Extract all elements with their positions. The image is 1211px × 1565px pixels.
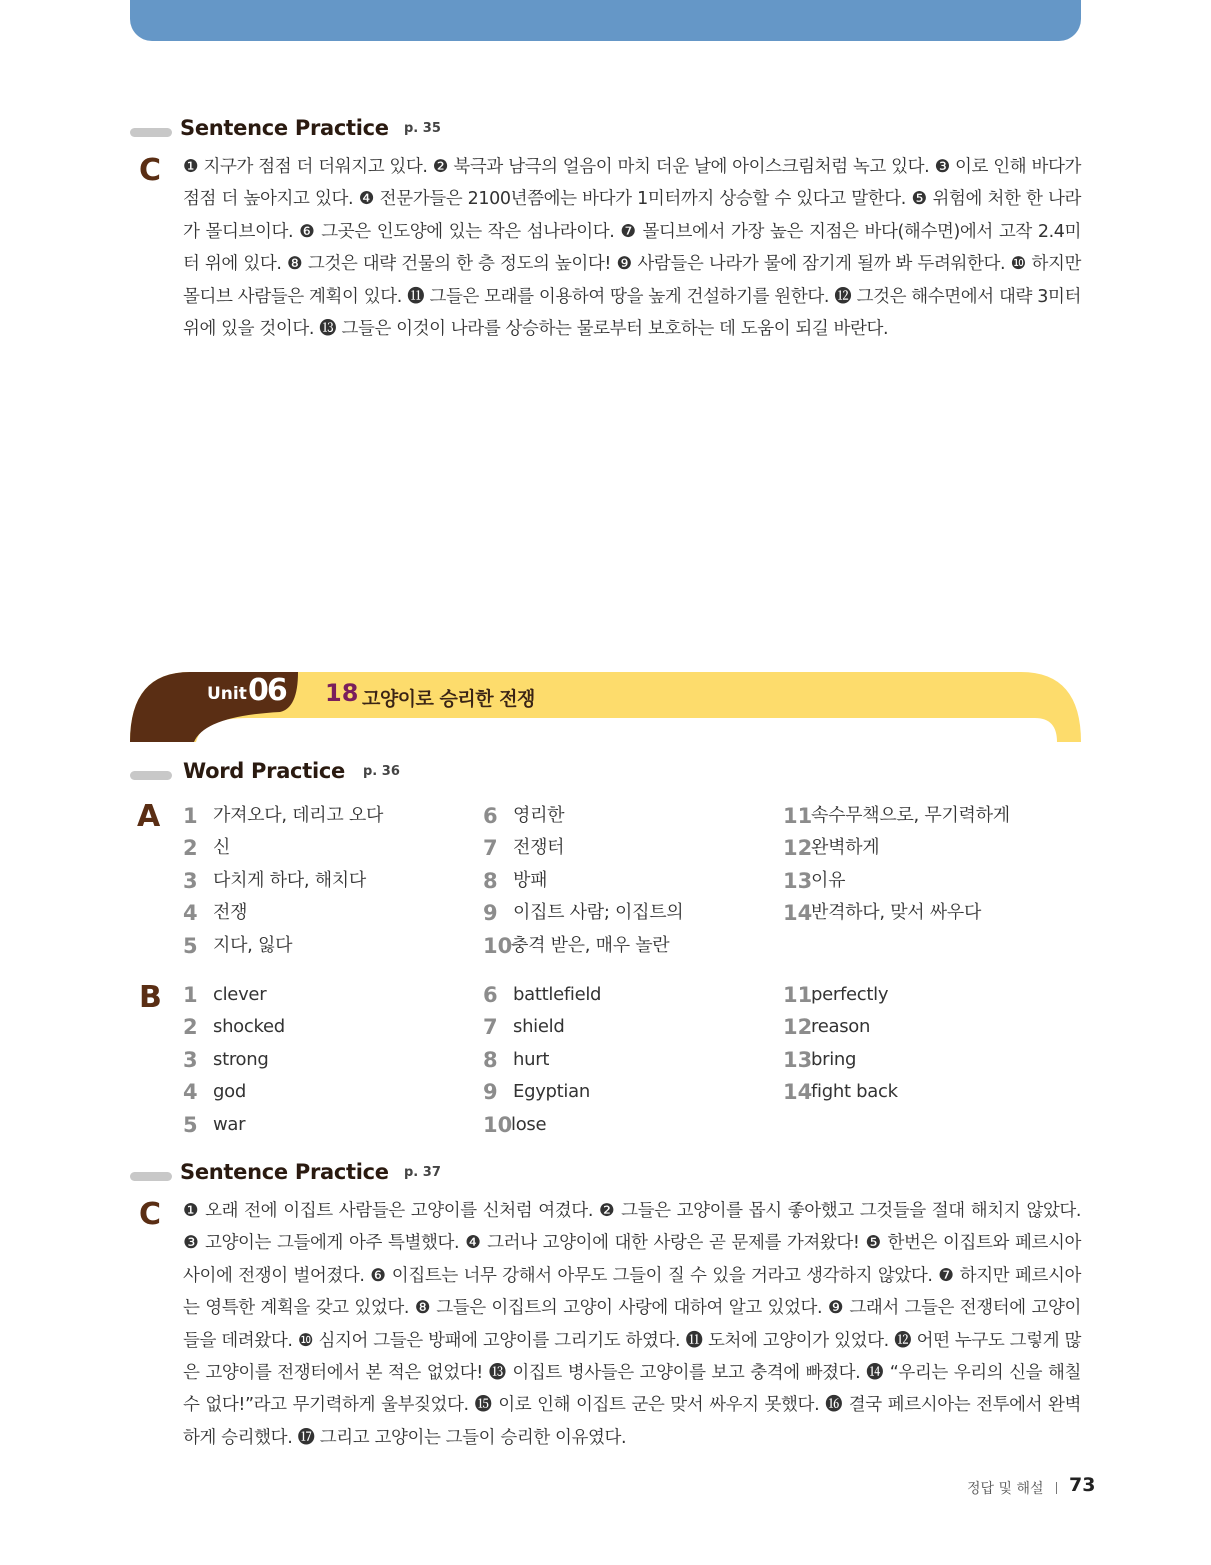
word-item-number: 9 (483, 1080, 498, 1105)
word-item-text: fight back (811, 1081, 898, 1103)
word-item-number: 2 (183, 1015, 198, 1040)
word-item-number: 11 (783, 983, 813, 1007)
word-item-text: battlefield (513, 984, 602, 1005)
word-item-text: strong (213, 1048, 269, 1070)
footer-label: 정답 및 해설 (967, 1481, 1044, 1497)
word-item-number: 9 (483, 901, 498, 926)
lesson-number: 18 (325, 679, 359, 707)
part-letter-b: B (139, 980, 162, 1015)
word-item-number: 6 (483, 804, 498, 828)
word-item-text: shocked (213, 1016, 285, 1038)
word-item-number: 13 (783, 1047, 813, 1072)
top-header-band (130, 0, 1081, 41)
word-item-number: 10 (483, 1112, 513, 1137)
sentence-practice-header-1 (130, 116, 530, 146)
unit-number: 06 (248, 673, 286, 708)
word-item-number: 14 (783, 1080, 813, 1105)
word-item-text: 속수무책으로, 무기력하게 (811, 805, 1010, 826)
word-item-text: god (213, 1081, 246, 1103)
word-item-number: 11 (783, 804, 813, 828)
word-item-text: lose (511, 1113, 547, 1135)
word-item-text: bring (811, 1048, 857, 1070)
section-page-ref: p. 37 (404, 1165, 441, 1180)
word-item-number: 7 (483, 1015, 498, 1040)
word-item-number: 14 (783, 901, 813, 926)
sentence-practice-text-1: ❶ 지구가 점점 더 더워지고 있다. ❷ 북극과 남극의 얼음이 마치 더운 날에 아이스크림처럼 녹고 있다. ❸ 이로 인해 바다가 점점 더 높아지고 있다. ❹ 전문가들은 2100년쯤에는 바다가 1미터까지 상승할 수 있다고 말한다. ❺ 위험에 처한 한 나라가 몰디브이다. ❻ 그곳은 인도양에 있는 작은 섬나라이다. ❼ 몰디브에서 가장 높은 지점은 바다(해수면)에서 고작 2.4미터 위에 있다. ❽ 그것은 대략 건물의 한 층 정도의 높이다! ❾ 사람들은 나라가 물에 잠기게 될까 봐 두려워한다. ❿ 하지만 몰디브 사람들은 계획이 있다. ⓫ 그들은 모래를 이용하여 땅을 높게 건설하기를 원한다. ⓬ 그것은 해수면에서 대략 3미터 위에 있을 것이다. ⓭ 그들은 이것이 나라를 상승하는 물로부터 보호하는 데 도움이 되길 바란다. (183, 157, 1081, 340)
word-item-text: 완벽하게 (811, 837, 880, 859)
word-item-number: 8 (483, 868, 498, 893)
section-page-ref: p. 36 (363, 764, 400, 779)
word-item-number: 12 (783, 836, 813, 861)
word-item-number: 5 (183, 1112, 198, 1137)
word-item-number: 3 (183, 868, 198, 893)
section-marker-bar (130, 128, 172, 137)
word-item-text: reason (811, 1016, 871, 1038)
page-number: 73 (1069, 1474, 1096, 1496)
footer-separator (1056, 1482, 1057, 1494)
word-item-number: 8 (483, 1047, 498, 1072)
word-item-text: 신 (213, 837, 231, 859)
word-item-text: shield (513, 1016, 565, 1038)
section-title: Word Practice (183, 759, 345, 783)
word-item-text: 이유 (811, 869, 846, 891)
word-item-text: 전쟁 (213, 902, 248, 924)
sentence-practice-header-2 (130, 1160, 530, 1190)
word-item-text: Egyptian (513, 1081, 590, 1103)
word-item-text: clever (213, 984, 267, 1005)
part-letter-c-2: C (139, 1197, 162, 1232)
section-title: Sentence Practice (180, 1160, 389, 1184)
section-marker-bar (130, 771, 172, 780)
word-item-text: 충격 받은, 매우 놀란 (511, 934, 670, 956)
word-item-text: hurt (513, 1048, 550, 1070)
lesson-title: 고양이로 승리한 전쟁 (362, 688, 535, 710)
word-item-number: 5 (183, 933, 198, 958)
word-item-text: 방패 (513, 869, 548, 891)
word-item-number: 1 (183, 983, 198, 1007)
word-item-text: 이집트 사람; 이집트의 (513, 902, 684, 924)
word-item-number: 7 (483, 836, 498, 861)
section-marker-bar (130, 1172, 172, 1181)
word-item-number: 6 (483, 983, 498, 1007)
word-item-text: 반격하다, 맞서 싸우다 (811, 902, 982, 924)
section-title: Sentence Practice (180, 116, 389, 140)
unit-label: Unit (207, 684, 247, 704)
unit-banner (130, 672, 1081, 742)
word-item-number: 10 (483, 933, 513, 958)
word-item-text: 전쟁터 (513, 837, 565, 859)
word-item-number: 4 (183, 901, 198, 926)
word-item-number: 12 (783, 1015, 813, 1040)
word-item-number: 13 (783, 868, 813, 893)
sentence-practice-text-2: ❶ 오래 전에 이집트 사람들은 고양이를 신처럼 여겼다. ❷ 그들은 고양이를 몹시 좋아했고 그것들을 절대 해치지 않았다. ❸ 고양이는 그들에게 아주 특별했다. ❹ 그러나 고양이에 대한 사랑은 곧 문제를 가져왔다! ❺ 한번은 이집트와 페르시아 사이에 전쟁이 벌어졌다. ❻ 이집트는 너무 강해서 아무도 그들이 질 수 있을 거라고 생각하지 않았다. ❼ 하지만 페르시아는 영특한 계획을 갖고 있었다. ❽ 그들은 이집트의 고양이 사랑에 대하여 알고 있었다. ❾ 그래서 그들은 전쟁터에 고양이들을 데려왔다. ❿ 심지어 그들은 방패에 고양이를 그리기도 하였다. ⓫ 도처에 고양이가 있었다. ⓬ 어떤 누구도 그렇게 많은 고양이를 전쟁터에서 본 적은 없었다! ⓭ 이집트 병사들은 고양이를 보고 충격에 빠졌다. ⓮ “우리는 우리의 신을 해칠 수 없다!”라고 무기력하게 울부짖었다. ⓯ 이로 인해 이집트 군은 맞서 싸우지 못했다. ⓰ 결국 페르시아는 전투에서 완벽하게 승리했다. ⓱ 그리고 고양이는 그들이 승리한 이유였다. (183, 1201, 1081, 1448)
word-item-number: 4 (183, 1080, 198, 1105)
word-item-text: perfectly (811, 984, 889, 1005)
part-letter-a: A (137, 799, 161, 834)
word-item-text: 지다, 잃다 (213, 934, 293, 956)
part-letter-c-1: C (139, 153, 162, 188)
word-item-text: 가져오다, 데리고 오다 (213, 805, 384, 826)
word-item-text: 영리한 (513, 805, 565, 826)
word-item-text: 다치게 하다, 해치다 (213, 869, 366, 891)
word-item-text: war (213, 1113, 246, 1135)
section-page-ref: p. 35 (404, 121, 441, 136)
word-item-number: 2 (183, 836, 198, 861)
word-item-number: 1 (183, 804, 198, 828)
word-item-number: 3 (183, 1047, 198, 1072)
word-practice-header (130, 759, 530, 789)
